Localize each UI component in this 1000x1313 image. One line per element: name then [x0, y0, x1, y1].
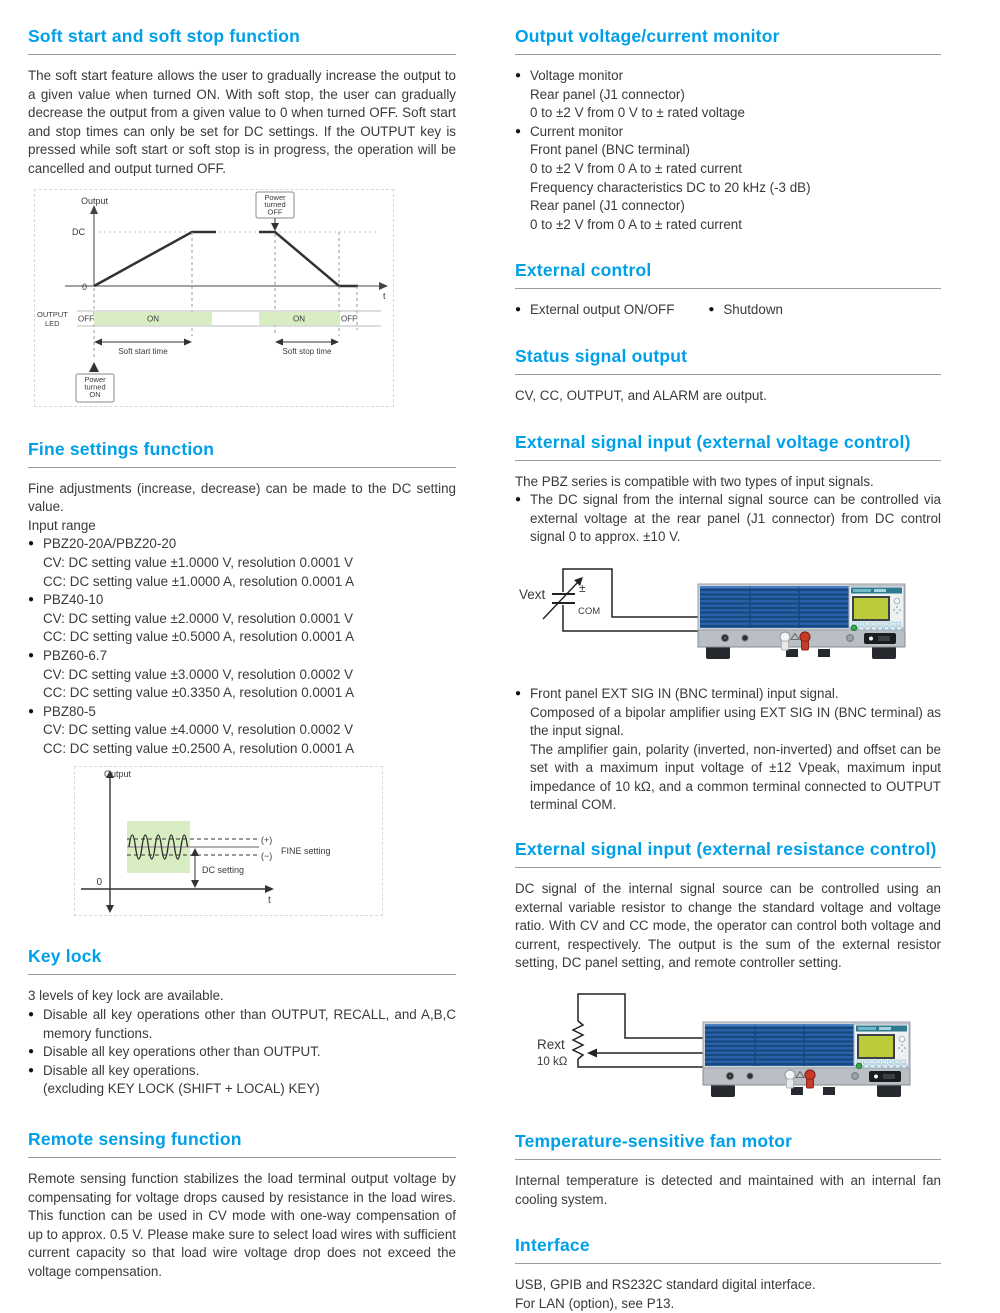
- key-lock-item: [28, 1062, 456, 1081]
- vext-wiring-figure: [515, 557, 941, 675]
- led-label-line1: OUTPUT: [37, 309, 68, 319]
- section-rule: [515, 288, 941, 289]
- section-title: Interface: [515, 1235, 590, 1256]
- section-rule: [28, 467, 456, 468]
- bullet-icon: ●: [515, 125, 522, 137]
- model-cc: CC: DC setting value ±0.5000 A, resolution 0.0001 A: [43, 629, 355, 645]
- item-paragraph: Composed of a bipolar amplifier using EXT SIG IN (BNC terminal) as the input signal.: [530, 704, 941, 739]
- group-name: Voltage monitor: [530, 68, 624, 83]
- section-external-control: [515, 260, 941, 320]
- paragraph: 3 levels of key lock are available.: [28, 988, 224, 1004]
- section-title: Remote sensing function: [28, 1129, 242, 1150]
- section-title: External signal input (external voltage control): [515, 431, 911, 452]
- rext-label: Rext: [537, 1037, 565, 1053]
- spec-line: 0 to ±2 V from 0 A to ± rated current: [530, 160, 742, 176]
- soft-start-time-label: Soft start time: [118, 346, 168, 356]
- section-rule: [515, 374, 941, 375]
- wire-top: [578, 994, 703, 1038]
- axis-label-zero: 0: [96, 877, 102, 889]
- led-off-1: OFF: [78, 314, 94, 324]
- item-text: Disable all key operations.: [43, 1062, 200, 1078]
- variable-arrow: [543, 581, 579, 619]
- ext-voltage-item: [515, 491, 941, 547]
- power-on-label-3: ON: [89, 389, 101, 399]
- right-column: [515, 26, 941, 1313]
- section-title: Output voltage/current monitor: [515, 26, 780, 46]
- axis-label-zero: 0: [81, 281, 87, 292]
- axis-label-dc: DC: [72, 226, 85, 237]
- monitor-group: [515, 123, 941, 142]
- rext-value-label: 10 kΩ: [537, 1056, 568, 1069]
- power-on-label-1: Power: [84, 374, 106, 384]
- model-cv: CV: DC setting value ±2.0000 V, resolution 0.0001 V: [43, 610, 354, 626]
- item-title: Front panel EXT SIG IN (BNC terminal) input signal.: [530, 685, 839, 701]
- item-text: The DC signal from the internal signal source can be controlled via external voltage at the rear panel (J1 connector) from DC control signal 0 to approx. ±10 V.: [530, 492, 941, 545]
- bullet-icon: ●: [515, 494, 522, 506]
- model-cv: CV: DC setting value ±1.0000 V, resolution 0.0001 V: [43, 554, 354, 570]
- led-off-2: OFF: [341, 314, 357, 324]
- monitor-group: [515, 67, 941, 86]
- soft-start-figure: [34, 189, 394, 407]
- spec-line: Frequency characteristics DC to 20 kHz (-3 dB): [530, 179, 811, 195]
- item-text: Shutdown: [723, 302, 783, 318]
- led-label-line2: LED: [45, 318, 60, 328]
- vext-label: Vext: [519, 586, 546, 602]
- section-title: Key lock: [28, 946, 102, 967]
- section-interface: [515, 1235, 941, 1313]
- axis-label-t: t: [383, 290, 386, 301]
- paragraph: USB, GPIB and RS232C standard digital interface.: [515, 1277, 816, 1293]
- section-status-signal: [515, 346, 941, 406]
- section-rule: [28, 1157, 456, 1158]
- paragraph: The soft start feature allows the user to gradually increase the output to a given value when turned ON. With soft stop, the user can gradually decrease the output from a given value to 0 when turned OFF. Soft start and stop times can only be set for DC settings. If the OUTPUT key is pressed while soft start or soft stop is in progress, the operation will be cancelled and output turned OFF.: [28, 68, 456, 176]
- section-rule: [515, 460, 941, 461]
- power-off-label-2: turned: [264, 199, 286, 209]
- item-text: External output ON/OFF: [530, 302, 675, 318]
- axis-label-output: Output: [104, 769, 132, 780]
- bullet-icon: ●: [28, 538, 35, 550]
- spec-line: Rear panel (J1 connector): [530, 86, 685, 102]
- power-supply-image: [698, 584, 905, 659]
- soft-stop-time-label: Soft stop time: [282, 346, 332, 356]
- bullet-icon: ●: [515, 70, 522, 81]
- bullet-icon: ●: [28, 1064, 35, 1076]
- fine-plus-label: (+): [261, 835, 273, 846]
- section-rule: [515, 1159, 941, 1160]
- section-fan-motor: [515, 1131, 941, 1209]
- bullet-icon: ●: [28, 705, 35, 717]
- model-item: [28, 591, 456, 610]
- com-label: COM: [578, 605, 601, 617]
- section-title: Temperature-sensitive fan motor: [515, 1131, 793, 1152]
- bullet-icon: ●: [28, 649, 35, 661]
- section-rule: [515, 1263, 941, 1264]
- power-off-label-3: OFF: [267, 207, 283, 217]
- model-cv: CV: DC setting value ±3.0000 V, resolution 0.0002 V: [43, 666, 354, 682]
- section-title: Status signal output: [515, 345, 688, 366]
- model-item: [28, 647, 456, 666]
- bullet-icon: ●: [28, 594, 35, 606]
- section-ext-voltage-control: [515, 432, 941, 816]
- paragraph: CV, CC, OUTPUT, and ALARM are output.: [515, 387, 767, 403]
- wire-bottom: [578, 1059, 703, 1067]
- axis-label-t: t: [268, 895, 271, 907]
- paragraph: Fine adjustments (increase, decrease) can be made to the DC setting value.: [28, 480, 456, 515]
- rext-wiring-figure: [515, 983, 941, 1105]
- power-on-label-2: turned: [84, 382, 106, 392]
- section-output-monitor: [515, 26, 941, 234]
- power-off-label-1: Power: [264, 192, 286, 202]
- paragraph: The PBZ series is compatible with two types of input signals.: [515, 473, 874, 489]
- paragraph: Internal temperature is detected and maintained with an internal fan cooling system.: [515, 1173, 941, 1207]
- led-on-1: ON: [147, 314, 159, 324]
- section-rule: [515, 867, 941, 868]
- fine-setting-label: FINE setting: [281, 846, 331, 857]
- power-supply-image: [703, 1022, 910, 1097]
- section-rule: [515, 54, 941, 55]
- key-lock-item: [28, 1006, 456, 1043]
- section-fine-settings: [28, 439, 456, 917]
- section-ext-resistance-control: [515, 839, 941, 1105]
- model-item: [28, 703, 456, 722]
- fine-minus-label: (−): [261, 851, 273, 862]
- section-title: Soft start and soft stop function: [28, 26, 300, 46]
- fine-setting-figure: [74, 766, 383, 916]
- ext-sig-in-item: [515, 685, 941, 815]
- left-column: [28, 26, 456, 1282]
- spec-line: Rear panel (J1 connector): [530, 198, 685, 214]
- model-name: PBZ80-5: [43, 703, 96, 719]
- item-subtext: (excluding KEY LOCK (SHIFT + LOCAL) KEY): [43, 1081, 320, 1097]
- paragraph: For LAN (option), see P13.: [515, 1295, 675, 1311]
- model-cc: CC: DC setting value ±0.2500 A, resolution 0.0001 A: [43, 740, 355, 756]
- model-item: [28, 535, 456, 554]
- item-text: Disable all key operations other than OUTPUT.: [43, 1044, 321, 1060]
- section-remote-sensing: [28, 1129, 456, 1282]
- external-control-items: [515, 301, 941, 320]
- section-key-lock: [28, 946, 456, 1099]
- resistor-symbol: [573, 1021, 583, 1059]
- plus-minus-label: ±: [579, 580, 586, 595]
- section-soft-start: [28, 26, 456, 407]
- model-cc: CC: DC setting value ±1.0000 A, resolution 0.0001 A: [43, 573, 355, 589]
- group-name: Current monitor: [530, 123, 624, 139]
- model-cv: CV: DC setting value ±4.0000 V, resolution 0.0002 V: [43, 722, 354, 738]
- section-rule: [28, 974, 456, 975]
- spec-line: Front panel (BNC terminal): [530, 142, 690, 158]
- paragraph: Remote sensing function stabilizes the load terminal output voltage by compensating for voltage drops caused by resistance in the load wires. This function can be used in CV mode with one-way compensation of up to approx. 0.5 V. Please make sure to select load wires with sufficient current capacity so that load wire voltage drop does not exceed the voltage compensation.: [28, 1171, 456, 1279]
- section-title: Fine settings function: [28, 438, 215, 459]
- section-title: External signal input (external resistance control): [515, 839, 937, 860]
- item-text: Disable all key operations other than OUTPUT, RECALL, and A,B,C memory functions.: [43, 1007, 456, 1041]
- bullet-icon: ●: [28, 1009, 35, 1021]
- section-rule: [28, 54, 456, 55]
- led-on-2: ON: [293, 314, 305, 324]
- axis-label-output: Output: [81, 195, 109, 206]
- model-name: PBZ60-6.7: [43, 647, 108, 663]
- bullet-icon: ●: [515, 304, 522, 316]
- item-paragraph: The amplifier gain, polarity (inverted, non-inverted) and offset can be set with a maximum input voltage of ±12 Vpeak, maximum input impedance of 10 kΩ, and a common terminal connected to OUTPUT terminal COM.: [530, 741, 941, 813]
- bullet-icon: ●: [28, 1046, 35, 1058]
- model-cc: CC: DC setting value ±0.3350 A, resolution 0.0001 A: [43, 685, 355, 701]
- paragraph: DC signal of the internal signal source can be controlled using an external variable resistor to change the standard voltage and voltage ratio. With CV and CC mode, the operator can control both voltage and current, respectively. The output is the sum of the external resistor setting, DC panel setting, and remote controller setting.: [515, 881, 941, 971]
- spec-line: 0 to ±2 V from 0 V to ± rated voltage: [530, 105, 745, 121]
- bullet-icon: ●: [515, 687, 522, 699]
- model-name: PBZ40-10: [43, 592, 104, 608]
- section-title: External control: [515, 260, 652, 281]
- bullet-icon: ●: [708, 304, 715, 316]
- key-lock-item: [28, 1043, 456, 1062]
- spec-line: 0 to ±2 V from 0 A to ± rated current: [530, 216, 742, 232]
- input-range-label: Input range: [28, 517, 96, 533]
- model-name: PBZ20-20A/PBZ20-20: [43, 536, 177, 552]
- dc-setting-label: DC setting: [202, 865, 245, 876]
